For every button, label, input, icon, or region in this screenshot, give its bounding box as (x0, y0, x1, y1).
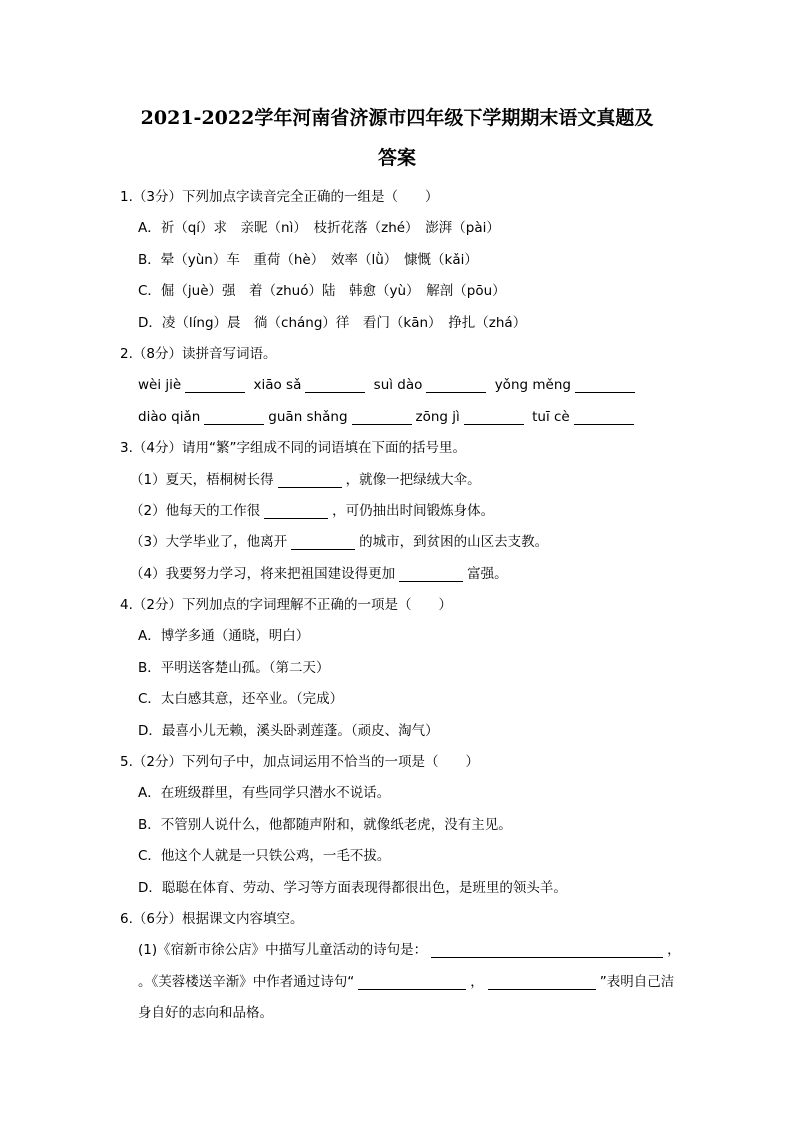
text: B．平明送客楚山孤。（第二天） (138, 659, 330, 676)
question-heading (120, 747, 680, 778)
text: 5.（2分）下列句子中，加点词运用不恰当的一项是（ ） (120, 754, 479, 771)
text: 2.（8分）读拼音写词语。 (120, 345, 277, 362)
text: B．晕（yùn）车 重荷（hè） 效率（lǜ） 慷慨（kǎi） (138, 251, 478, 268)
text: （3）大学毕业了，他离开 (130, 534, 288, 551)
answer-blank[interactable] (488, 971, 596, 990)
option-line (120, 684, 680, 715)
text: ”表明自己洁 (599, 973, 675, 990)
option-line (120, 653, 680, 684)
option-line (120, 276, 680, 307)
text: （2）他每天的工作很 (130, 502, 261, 519)
answer-blank[interactable] (358, 971, 466, 990)
sub-item-line (120, 496, 680, 527)
option-line (120, 841, 680, 872)
answer-blank[interactable] (426, 374, 486, 393)
option-line (120, 873, 680, 904)
answer-blank[interactable] (185, 374, 245, 393)
text: 富强。 (467, 565, 508, 582)
option-line (120, 308, 680, 339)
option-line (120, 370, 680, 401)
text: tuī cè (527, 408, 570, 425)
answer-blank[interactable] (291, 531, 355, 550)
option-line (120, 778, 680, 809)
sub-item-line (120, 559, 680, 590)
text: D．凌（líng）晨 徜（cháng）徉 看门（kān） 挣扎（zhá） (138, 314, 527, 331)
text: C．太白感其意，还卒业。（完成） (138, 691, 344, 708)
question-heading (120, 904, 680, 935)
option-line (120, 810, 680, 841)
text: yǒng měng (490, 377, 571, 394)
text: B．不管别人说什么，他都随声附和，就像纸老虎，没有主见。 (138, 816, 512, 833)
option-line (120, 621, 680, 652)
answer-blank[interactable] (399, 563, 463, 582)
text: ，可仍抽出时间锻炼身体。 (332, 502, 495, 519)
text: A．在班级群里，有些同学只潜水不说话。 (138, 785, 391, 802)
text: C．倔（juè）强 着（zhuó）陆 韩愈（yù） 解剖（pōu） (138, 283, 506, 300)
text: 6.（6分）根据课文内容填空。 (120, 910, 304, 927)
text: ， (470, 973, 484, 990)
exam-content (120, 182, 680, 1030)
question-heading (120, 433, 680, 464)
text: A．祈（qí）求 亲昵（nì） 枝折花落（zhé） 澎湃（pài） (138, 220, 500, 237)
title-line-2: 答案 (377, 147, 416, 169)
answer-blank[interactable] (574, 406, 634, 425)
text: （1）夏天，梧桐树长得 (130, 471, 274, 488)
text: C．他这个人就是一只铁公鸡，一毛不拔。 (138, 848, 391, 865)
text: 1.（3分）下列加点字读音完全正确的一组是（ ） (120, 189, 439, 205)
text: D．聪聪在体育、劳动、学习等方面表现得都很出色，是班里的领头羊。 (138, 879, 567, 896)
text: 身自好的志向和品格。 (138, 1005, 273, 1022)
option-line (120, 998, 680, 1029)
text: D．最喜小儿无赖，溪头卧剥莲蓬。（顽皮、淘气） (138, 722, 439, 739)
text: 4.（2分）下列加点的字词理解不正确的一项是（ ） (120, 597, 452, 614)
question-heading (120, 590, 680, 621)
text: ， (667, 942, 681, 959)
sub-item-line (120, 527, 680, 558)
text: diào qiǎn (138, 408, 201, 425)
text: wèi jiè (138, 377, 182, 394)
answer-blank[interactable] (305, 374, 365, 393)
option-line (120, 935, 680, 966)
text: xiāo sǎ (249, 377, 302, 394)
question-heading (120, 339, 680, 370)
text: 的城市，到贫困的山区去支教。 (359, 534, 549, 551)
document-title (0, 98, 794, 178)
option-line (120, 213, 680, 244)
option-line (120, 716, 680, 747)
text: zōng jì (415, 408, 460, 425)
text: 。《芙蓉楼送辛渐》中作者通过诗句“ (138, 973, 355, 990)
answer-blank[interactable] (431, 939, 663, 958)
text: suì dào (369, 377, 423, 394)
text: guān shǎng (268, 408, 348, 425)
answer-blank[interactable] (352, 406, 412, 425)
answer-blank[interactable] (204, 406, 264, 425)
question-heading (120, 182, 680, 213)
title-line-1: 2021-2022学年河南省济源市四年级下学期期末语文真题及 (140, 107, 654, 129)
option-line (120, 245, 680, 276)
text: 3.（4分）请用“繁”字组成不同的词语填在下面的括号里。 (120, 440, 466, 457)
text: A．博学多通（通晓，明白） (138, 628, 310, 645)
answer-blank[interactable] (575, 374, 635, 393)
text: ，就像一把绿绒大伞。 (345, 471, 481, 488)
answer-blank[interactable] (278, 469, 342, 488)
text: （4）我要努力学习，将来把祖国建设得更加 (130, 565, 396, 582)
sub-item-line (120, 465, 680, 496)
text: (1)《宿新市徐公店》中描写儿童活动的诗句是： (138, 942, 428, 959)
option-line (120, 402, 680, 433)
answer-blank[interactable] (264, 500, 328, 519)
answer-blank[interactable] (464, 406, 524, 425)
option-line (120, 967, 680, 998)
